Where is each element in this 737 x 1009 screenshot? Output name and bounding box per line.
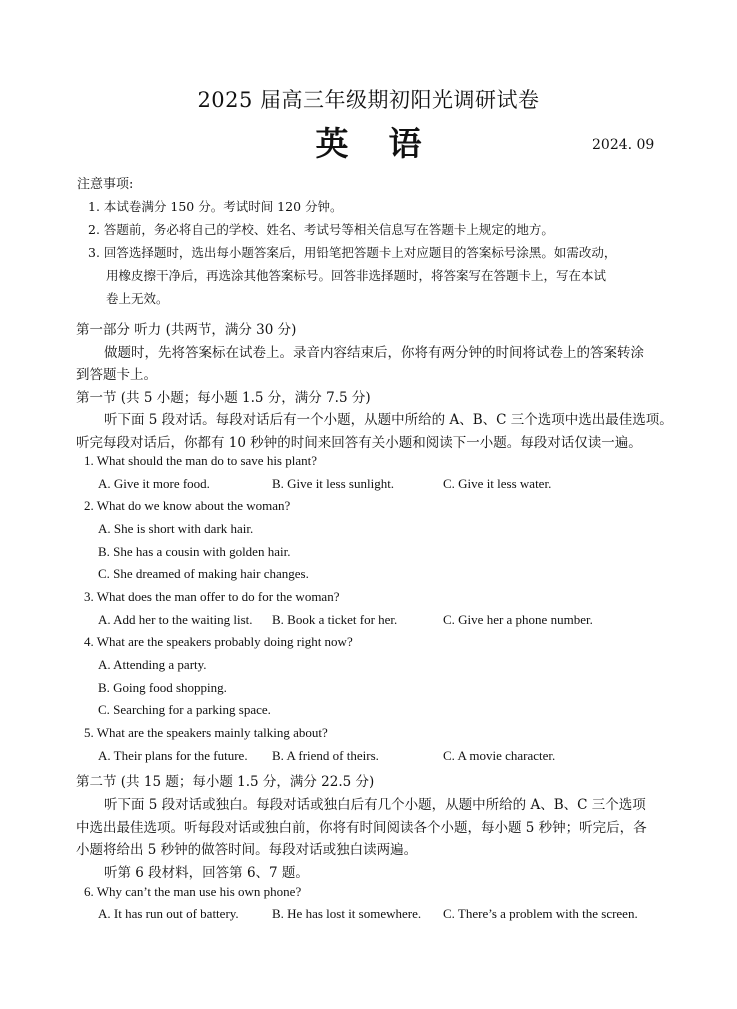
notes-heading: 注意事项: xyxy=(77,177,134,192)
q6-option-b: B. He has lost it somewhere. xyxy=(272,906,422,921)
q3-option-c: C. Give her a phone number. xyxy=(443,612,593,627)
part1-intro-line2: 到答题卡上。 xyxy=(76,367,157,383)
section1-intro-line1: 听下面 5 段对话。每段对话后有一个小题，从题中所给的 A、B、C 三个选项中选出最佳选项。 xyxy=(104,412,673,428)
section2-intro-line1: 听下面 5 段对话或独白。每段对话或独白后有几个小题，从题中所给的 A、B、C 三个选项 xyxy=(104,797,646,813)
q2-option-a: A. She is short with dark hair. xyxy=(98,521,254,536)
q6-option-a: A. It has run out of battery. xyxy=(98,906,239,921)
q4-option-a: A. Attending a party. xyxy=(98,657,207,672)
note-item-2: 2. 答题前，务必将自己的学校、姓名、考试号等相关信息写在答题卡上规定的地方。 xyxy=(88,222,554,237)
q3-option-b: B. Book a ticket for her. xyxy=(272,612,398,627)
q4-option-b: B. Going food shopping. xyxy=(98,680,227,695)
q1-option-b: B. Give it less sunlight. xyxy=(272,476,395,491)
part1-intro-line1: 做题时，先将答案标在试卷上。录音内容结束后，你将有两分钟的时间将试卷上的答案转涂 xyxy=(104,345,644,361)
question-3: 3. What does the man offer to do for the woman? xyxy=(84,589,340,604)
note-item-3-cont-1: 用橡皮擦干净后，再选涂其他答案标号。回答非选择题时，将答案写在答题卡上，写在本试 xyxy=(106,268,607,283)
note-item-3-cont-2: 卷上无效。 xyxy=(106,291,169,306)
subject-title: 英语 xyxy=(315,124,462,163)
material-6-instruction: 听第 6 段材料，回答第 6、7 题。 xyxy=(104,865,309,881)
question-2: 2. What do we know about the woman? xyxy=(84,498,291,513)
exam-title: 2025 届高三年级期初阳光调研试卷 xyxy=(197,88,540,112)
q5-option-b: B. A friend of theirs. xyxy=(272,748,379,763)
q1-option-c: C. Give it less water. xyxy=(443,476,552,491)
q5-option-a: A. Their plans for the future. xyxy=(98,748,248,763)
question-5: 5. What are the speakers mainly talking about? xyxy=(84,725,328,740)
part1-heading: 第一部分 听力 (共两节，满分 30 分) xyxy=(76,322,297,338)
q4-option-c: C. Searching for a parking space. xyxy=(98,702,271,717)
note-item-3: 3. 回答选择题时，选出每小题答案后，用铅笔把答题卡上对应题目的答案标号涂黑。如需改动， xyxy=(88,245,617,260)
section1-heading: 第一节 (共 5 小题；每小题 1.5 分，满分 7.5 分) xyxy=(76,390,371,406)
q3-option-a: A. Add her to the waiting list. xyxy=(98,612,253,627)
q6-option-c: C. There’s a problem with the screen. xyxy=(443,906,638,921)
exam-date: 2024. 09 xyxy=(592,137,655,153)
section2-intro-line2: 中选出最佳选项。听每段对话或独白前，你将有时间阅读各个小题，每小题 5 秒钟；听完后，各 xyxy=(76,820,647,836)
q1-option-a: A. Give it more food. xyxy=(98,476,210,491)
question-1: 1. What should the man do to save his plant? xyxy=(84,453,317,468)
q2-option-c: C. She dreamed of making hair changes. xyxy=(98,566,309,581)
section2-heading: 第二节 (共 15 题；每小题 1.5 分，满分 22.5 分) xyxy=(76,774,375,790)
note-item-1: 1. 本试卷满分 150 分。考试时间 120 分钟。 xyxy=(88,199,343,214)
q2-option-b: B. She has a cousin with golden hair. xyxy=(98,544,291,559)
question-6: 6. Why can’t the man use his own phone? xyxy=(84,884,302,899)
q5-option-c: C. A movie character. xyxy=(443,748,556,763)
question-4: 4. What are the speakers probably doing right now? xyxy=(84,634,353,649)
section1-intro-line2: 听完每段对话后，你都有 10 秒钟的时间来回答有关小题和阅读下一小题。每段对话仅读一遍。 xyxy=(76,435,642,451)
section2-intro-line3: 小题将给出 5 秒钟的做答时间。每段对话或独白读两遍。 xyxy=(76,842,418,858)
